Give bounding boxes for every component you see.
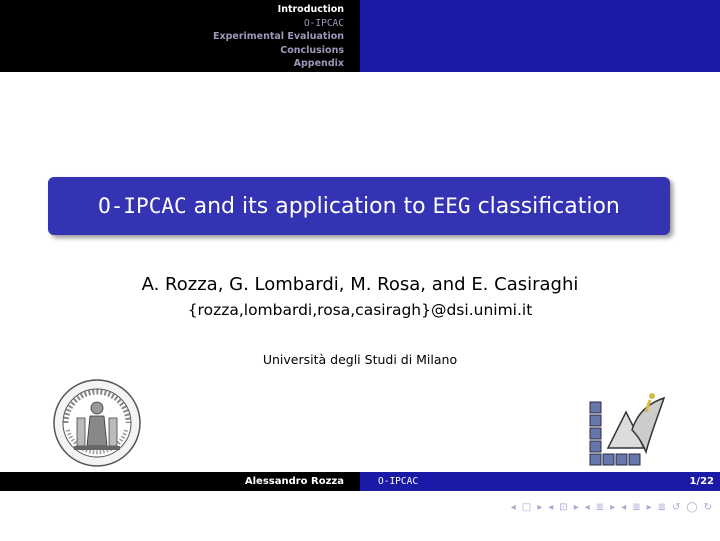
subsection-icon[interactable]: ≣ [595, 502, 605, 513]
nav-prev-section-icon[interactable]: ◂ [621, 502, 627, 513]
title-text-part-1: and its application to [186, 193, 433, 219]
section-nav-list [213, 3, 344, 71]
footer-right [360, 472, 720, 491]
nav-item-appendix[interactable]: Appendix [293, 58, 344, 70]
title-text [98, 194, 620, 219]
title-mono-part-2: EEG [432, 193, 471, 218]
headline-subsection-area [360, 0, 720, 72]
lab-logo [586, 390, 670, 470]
institute: Università degli Studi di Milano [262, 352, 458, 367]
frame-icon[interactable]: □ [521, 502, 532, 513]
section-icon[interactable]: ≣ [632, 502, 641, 513]
nav-next-frame-icon[interactable]: ▸ [537, 502, 543, 513]
footer-author: Alessandro Rozza [0, 472, 360, 491]
authors: A. Rozza, G. Lombardi, M. Rosa, and E. Casiraghi [141, 274, 579, 295]
nav-next-subsection-icon[interactable]: ▸ [610, 502, 616, 513]
nav-prev-slide-icon[interactable]: ◂ [548, 502, 554, 513]
nav-item-conclusions[interactable]: Conclusions [280, 44, 344, 56]
beamer-navigation-symbols [511, 502, 712, 513]
title-mono-part: O-IPCAC [98, 193, 187, 218]
search-icon[interactable]: ◯ [686, 502, 698, 513]
nav-item-introduction[interactable]: Introduction [277, 4, 344, 15]
document-icon[interactable]: ≣ [657, 502, 667, 513]
university-seal-logo [52, 378, 142, 468]
footer-short-title: O-IPCAC [378, 476, 419, 487]
footline-bar [0, 472, 720, 491]
title-text-part-2: classification [470, 193, 620, 219]
nav-prev-frame-icon[interactable]: ◂ [510, 502, 516, 513]
headline-bar [0, 0, 720, 72]
headline-section-nav [0, 0, 360, 72]
nav-next-section-icon[interactable]: ▸ [646, 502, 652, 513]
back-icon[interactable]: ↺ [672, 502, 681, 513]
slide-icon[interactable]: ⊡ [559, 502, 568, 513]
title-box [48, 177, 670, 235]
nav-next-slide-icon[interactable]: ▸ [573, 502, 579, 513]
footer-page-number: 1/22 [689, 476, 714, 487]
forward-icon[interactable]: ↻ [703, 502, 712, 513]
nav-item-o-ipcac[interactable]: O-IPCAC [303, 17, 344, 29]
author-emails: {rozza,lombardi,rosa,casiragh}@dsi.unimi.it [187, 301, 533, 319]
nav-item-experimental-evaluation[interactable]: Experimental Evaluation [212, 31, 344, 43]
nav-prev-subsection-icon[interactable]: ◂ [584, 502, 590, 513]
